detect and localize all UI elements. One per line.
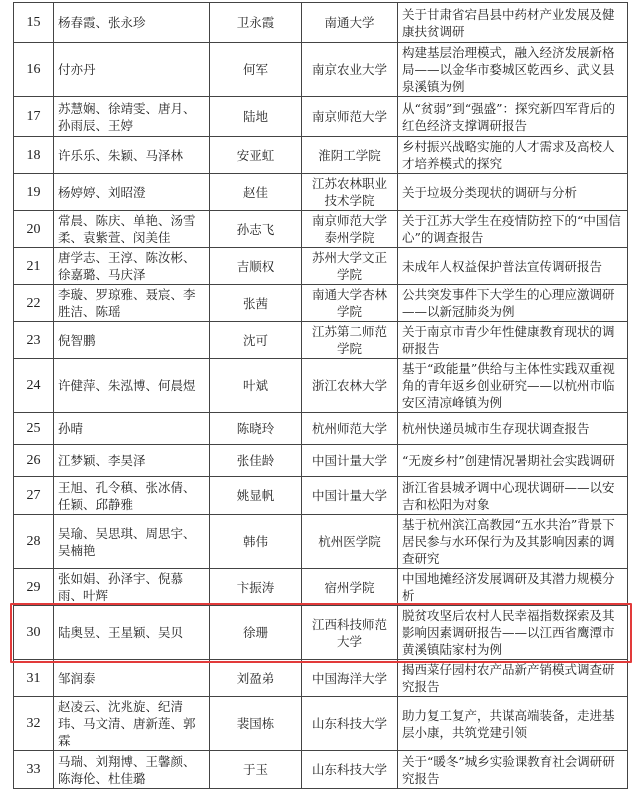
table-row <box>14 359 628 413</box>
students-cell: 杨婷婷、刘昭澄 <box>54 174 210 211</box>
students-cell: 唐学志、王淳、陈汝彬、徐嘉璐、马庆泽 <box>54 248 210 285</box>
report-title-cell: 基于“政能量”供给与主体性实践双重视角的青年返乡创业研究——以杭州市临安区清凉峰镇为例 <box>398 359 628 413</box>
table-row <box>14 697 628 751</box>
row-number: 21 <box>14 248 54 285</box>
students-cell: 江梦颖、李昊泽 <box>54 445 210 477</box>
students-cell: 常晨、陈庆、单艳、汤雪柔、袁紫萱、闵美佳 <box>54 211 210 248</box>
students-cell: 赵凌云、沈兆旋、纪清玮、马文清、唐新莲、郭霖 <box>54 697 210 751</box>
school-cell: 山东科技大学 <box>302 751 398 789</box>
school-cell: 南通大学 <box>302 3 398 43</box>
advisor-cell: 张茜 <box>210 285 302 322</box>
advisor-cell: 孙志飞 <box>210 211 302 248</box>
award-table-body <box>14 3 628 789</box>
school-cell: 杭州师范大学 <box>302 413 398 445</box>
row-number: 25 <box>14 413 54 445</box>
report-title-cell: 杭州快递员城市生存现状调查报告 <box>398 413 628 445</box>
students-cell: 杨春霞、张永珍 <box>54 3 210 43</box>
table-row <box>14 211 628 248</box>
table-row <box>14 606 628 660</box>
report-title-cell: 关于南京市青少年性健康教育现状的调研报告 <box>398 322 628 359</box>
row-number: 27 <box>14 477 54 515</box>
row-number: 33 <box>14 751 54 789</box>
advisor-cell: 于玉 <box>210 751 302 789</box>
table-row <box>14 445 628 477</box>
table-row <box>14 174 628 211</box>
table-row <box>14 751 628 789</box>
advisor-cell: 陆地 <box>210 97 302 137</box>
report-title-cell: 公共突发事件下大学生的心理应激调研——以新冠肺炎为例 <box>398 285 628 322</box>
row-number: 26 <box>14 445 54 477</box>
report-title-cell: 基于杭州滨江高教园“五水共治”背景下居民参与水环保行为及其影响因素的调查研究 <box>398 515 628 569</box>
table-row <box>14 515 628 569</box>
row-number: 20 <box>14 211 54 248</box>
school-cell: 江苏农林职业技术学院 <box>302 174 398 211</box>
table-row <box>14 248 628 285</box>
students-cell: 王旭、孔令稹、张冰倩、任颖、邱静雅 <box>54 477 210 515</box>
school-cell: 浙江农林大学 <box>302 359 398 413</box>
school-cell: 南京师范大学泰州学院 <box>302 211 398 248</box>
row-number: 15 <box>14 3 54 43</box>
report-title-cell: 构建基层治理模式，融入经济发展新格局——以金华市婺城区乾西乡、武义县泉溪镇为例 <box>398 43 628 97</box>
advisor-cell: 姚显帆 <box>210 477 302 515</box>
school-cell: 南京农业大学 <box>302 43 398 97</box>
school-cell: 南通大学杏林学院 <box>302 285 398 322</box>
table-row <box>14 477 628 515</box>
school-cell: 江西科技师范大学 <box>302 606 398 660</box>
row-number: 24 <box>14 359 54 413</box>
school-cell: 江苏第二师范学院 <box>302 322 398 359</box>
report-title-cell: “无废乡村”创建情况暑期社会实践调研 <box>398 445 628 477</box>
report-title-cell: 从“贫弱”到“强盛”：探究新四军背后的红色经济支撑调研报告 <box>398 97 628 137</box>
row-number: 23 <box>14 322 54 359</box>
row-number: 31 <box>14 660 54 697</box>
advisor-cell: 裴国栋 <box>210 697 302 751</box>
school-cell: 杭州医学院 <box>302 515 398 569</box>
school-cell: 淮阴工学院 <box>302 137 398 174</box>
students-cell: 倪智鹏 <box>54 322 210 359</box>
report-title-cell: 中国地摊经济发展调研及其潜力规模分析 <box>398 569 628 606</box>
school-cell: 宿州学院 <box>302 569 398 606</box>
row-number: 16 <box>14 43 54 97</box>
advisor-cell: 沈可 <box>210 322 302 359</box>
report-title-cell: 关于江苏大学生在疫情防控下的“中国信心”的调查报告 <box>398 211 628 248</box>
report-title-cell: 乡村振兴战略实施的人才需求及高校人才培养模式的探究 <box>398 137 628 174</box>
school-cell: 苏州大学文正学院 <box>302 248 398 285</box>
report-title-cell: 揭西菜仔园村农产品新产销模式调查研究报告 <box>398 660 628 697</box>
report-title-cell: 浙江省县城矛调中心现状调研——以安吉和松阳为对象 <box>398 477 628 515</box>
school-cell: 山东科技大学 <box>302 697 398 751</box>
table-row <box>14 569 628 606</box>
report-title-cell: 助力复工复产，共谋高端装备，走进基层小康，共筑党建引领 <box>398 697 628 751</box>
table-row <box>14 322 628 359</box>
row-number: 28 <box>14 515 54 569</box>
table-row <box>14 285 628 322</box>
advisor-cell: 吉顺权 <box>210 248 302 285</box>
students-cell: 许健萍、朱泓博、何晨煜 <box>54 359 210 413</box>
row-number: 32 <box>14 697 54 751</box>
advisor-cell: 叶斌 <box>210 359 302 413</box>
row-number: 19 <box>14 174 54 211</box>
students-cell: 苏慧娴、徐靖雯、唐月、孙雨辰、王婷 <box>54 97 210 137</box>
students-cell: 李璇、罗琼雅、聂宸、李胜洁、陈瑶 <box>54 285 210 322</box>
students-cell: 马瑞、刘翔博、王馨颜、陈海伦、杜佳璐 <box>54 751 210 789</box>
table-row <box>14 660 628 697</box>
school-cell: 中国计量大学 <box>302 477 398 515</box>
award-table <box>13 2 628 789</box>
report-title-cell: 关于“暖冬”城乡实验课教育社会调研研究报告 <box>398 751 628 789</box>
report-title-cell: 关于垃圾分类现状的调研与分析 <box>398 174 628 211</box>
advisor-cell: 赵佳 <box>210 174 302 211</box>
school-cell: 南京师范大学 <box>302 97 398 137</box>
row-number: 30 <box>14 606 54 660</box>
students-cell: 邹润泰 <box>54 660 210 697</box>
table-row <box>14 413 628 445</box>
row-number: 17 <box>14 97 54 137</box>
school-cell: 中国海洋大学 <box>302 660 398 697</box>
students-cell: 陆奥昱、王星颖、吴贝 <box>54 606 210 660</box>
table-row <box>14 3 628 43</box>
row-number: 29 <box>14 569 54 606</box>
advisor-cell: 张佳龄 <box>210 445 302 477</box>
students-cell: 付亦丹 <box>54 43 210 97</box>
row-number: 18 <box>14 137 54 174</box>
report-title-cell: 脱贫攻坚后农村人民幸福指数探索及其影响因素调研报告——以江西省鹰潭市黄溪镇陆家村为例 <box>398 606 628 660</box>
advisor-cell: 徐珊 <box>210 606 302 660</box>
students-cell: 吴瑜、吴思琪、周思宇、吴楠艳 <box>54 515 210 569</box>
report-title-cell: 未成年人权益保护普法宣传调研报告 <box>398 248 628 285</box>
report-title-cell: 关于甘肃省宕昌县中药材产业发展及健康扶贫调研 <box>398 3 628 43</box>
advisor-cell: 卞振涛 <box>210 569 302 606</box>
advisor-cell: 安亚虹 <box>210 137 302 174</box>
advisor-cell: 韩伟 <box>210 515 302 569</box>
table-row <box>14 137 628 174</box>
table-row <box>14 97 628 137</box>
advisor-cell: 卫永霞 <box>210 3 302 43</box>
advisor-cell: 何军 <box>210 43 302 97</box>
students-cell: 张如娟、孙泽宇、倪慕雨、叶辉 <box>54 569 210 606</box>
students-cell: 许乐乐、朱颖、马泽林 <box>54 137 210 174</box>
school-cell: 中国计量大学 <box>302 445 398 477</box>
students-cell: 孙晴 <box>54 413 210 445</box>
table-row <box>14 43 628 97</box>
advisor-cell: 陈晓玲 <box>210 413 302 445</box>
row-number: 22 <box>14 285 54 322</box>
advisor-cell: 刘盈弟 <box>210 660 302 697</box>
